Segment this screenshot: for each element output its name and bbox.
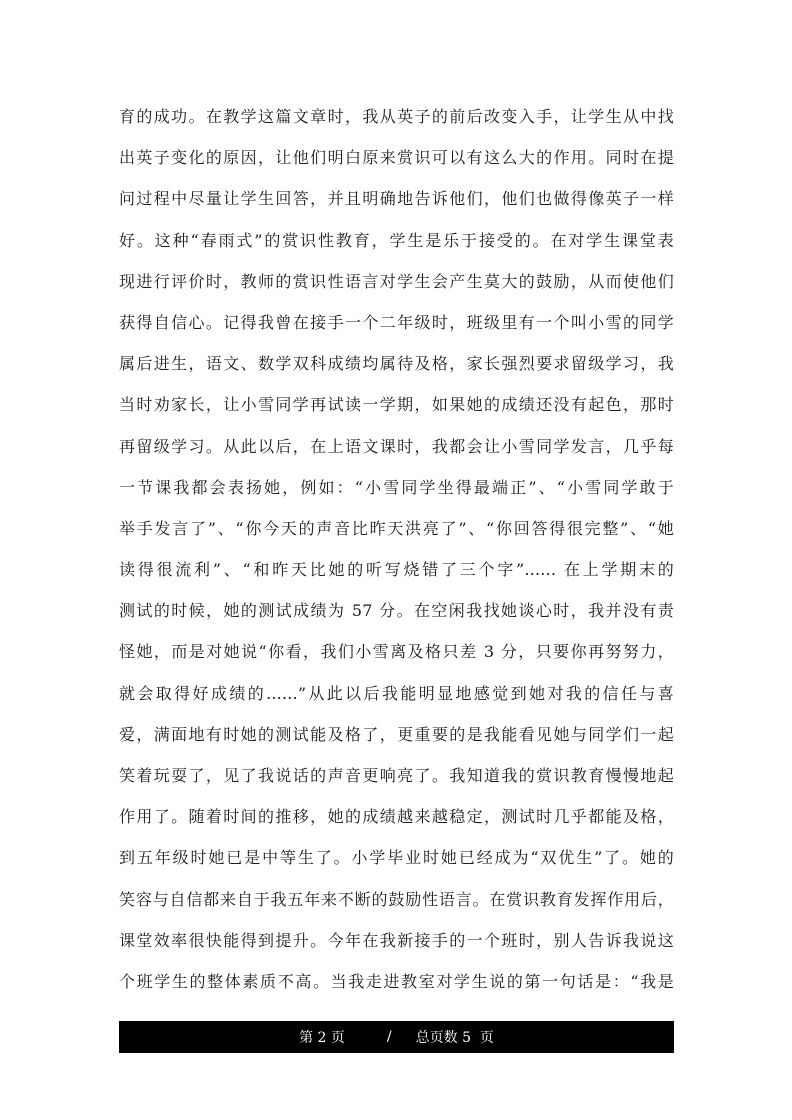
paragraph-line: 举手发言了”、“你今天的声音比昨天洪亮了”、“你回答得很完整”、“她 — [119, 518, 674, 538]
paragraph-line: 当时劝家长，让小雪同学再试读一学期，如果她的成绩还没有起色，那时 — [119, 395, 674, 415]
paragraph-line: 怪她，而是对她说“你看，我们小雪离及格只差 3 分，只要你再努努力， — [119, 642, 674, 662]
paragraph-line: 出英子变化的原因，让他们明白原来赏识可以有这么大的作用。同时在提 — [119, 148, 674, 168]
paragraph-line: 获得自信心。记得我曾在接手一个二年级时，班级里有一个叫小雪的同学 — [119, 312, 674, 332]
paragraph-line: 课堂效率很快能得到提升。今年在我新接手的一个班时，别人告诉我说这 — [119, 930, 674, 950]
paragraph-line: 测试的时候，她的测试成绩为 57 分。在空闲我找她谈心时，我并没有责 — [119, 601, 674, 621]
paragraph-line: 笑着玩耍了，见了我说话的声音更响亮了。我知道我的赏识教育慢慢地起 — [119, 766, 674, 785]
paragraph-line: 个班学生的整体素质不高。当我走进教室对学生说的第一句话是：“我是 — [119, 971, 674, 991]
current-page-label: 第 2 页 — [299, 1030, 345, 1046]
document-body — [119, 96, 674, 1002]
page-footer — [119, 1021, 674, 1053]
paragraph-line: 爱，满面地有时她的测试能及格了，更重要的是我能看见她与同学们一起 — [119, 724, 674, 744]
paragraph-line: 好。这种“春雨式”的赏识性教育，学生是乐于接受的。在对学生课堂表 — [119, 230, 674, 250]
paragraph-line: 作用了。随着时间的推移，她的成绩越来越稳定，测试时几乎都能及格， — [119, 807, 674, 827]
total-pages-label: 总页数 5 页 — [415, 1030, 494, 1046]
paragraph-line: 育的成功。在教学这篇文章时，我从英子的前后改变入手，让学生从中找 — [119, 107, 674, 126]
paragraph-line: 再留级学习。从此以后，在上语文课时，我都会让小雪同学发言，几乎每 — [119, 436, 674, 456]
paragraph-line: 到五年级时她已是中等生了。小学毕业时她已经成为“双优生”了。她的 — [119, 848, 674, 868]
paragraph-line: 现进行评价时，教师的赏识性语言对学生会产生莫大的鼓励，从而使他们 — [119, 271, 674, 291]
paragraph-line: 问过程中尽量让学生回答，并且明确地告诉他们，他们也做得像英子一样 — [119, 189, 674, 209]
paragraph-line: 一节课我都会表扬她，例如：“小雪同学坐得最端正”、“小雪同学敢于 — [119, 477, 674, 497]
page-separator: / — [386, 1029, 392, 1045]
paragraph-line: 就会取得好成绩的......”从此以后我能明显地感觉到她对我的信任与喜 — [119, 683, 674, 703]
paragraph-line: 读得很流利”、“和昨天比她的听写烧错了三个字”...... 在上学期末的 — [119, 560, 674, 580]
paragraph-line: 属后进生，语文、数学双科成绩均属待及格，家长强烈要求留级学习，我 — [119, 354, 674, 374]
paragraph-line: 笑容与自信都来自于我五年来不断的鼓励性语言。在赏识教育发挥作用后， — [119, 889, 674, 909]
